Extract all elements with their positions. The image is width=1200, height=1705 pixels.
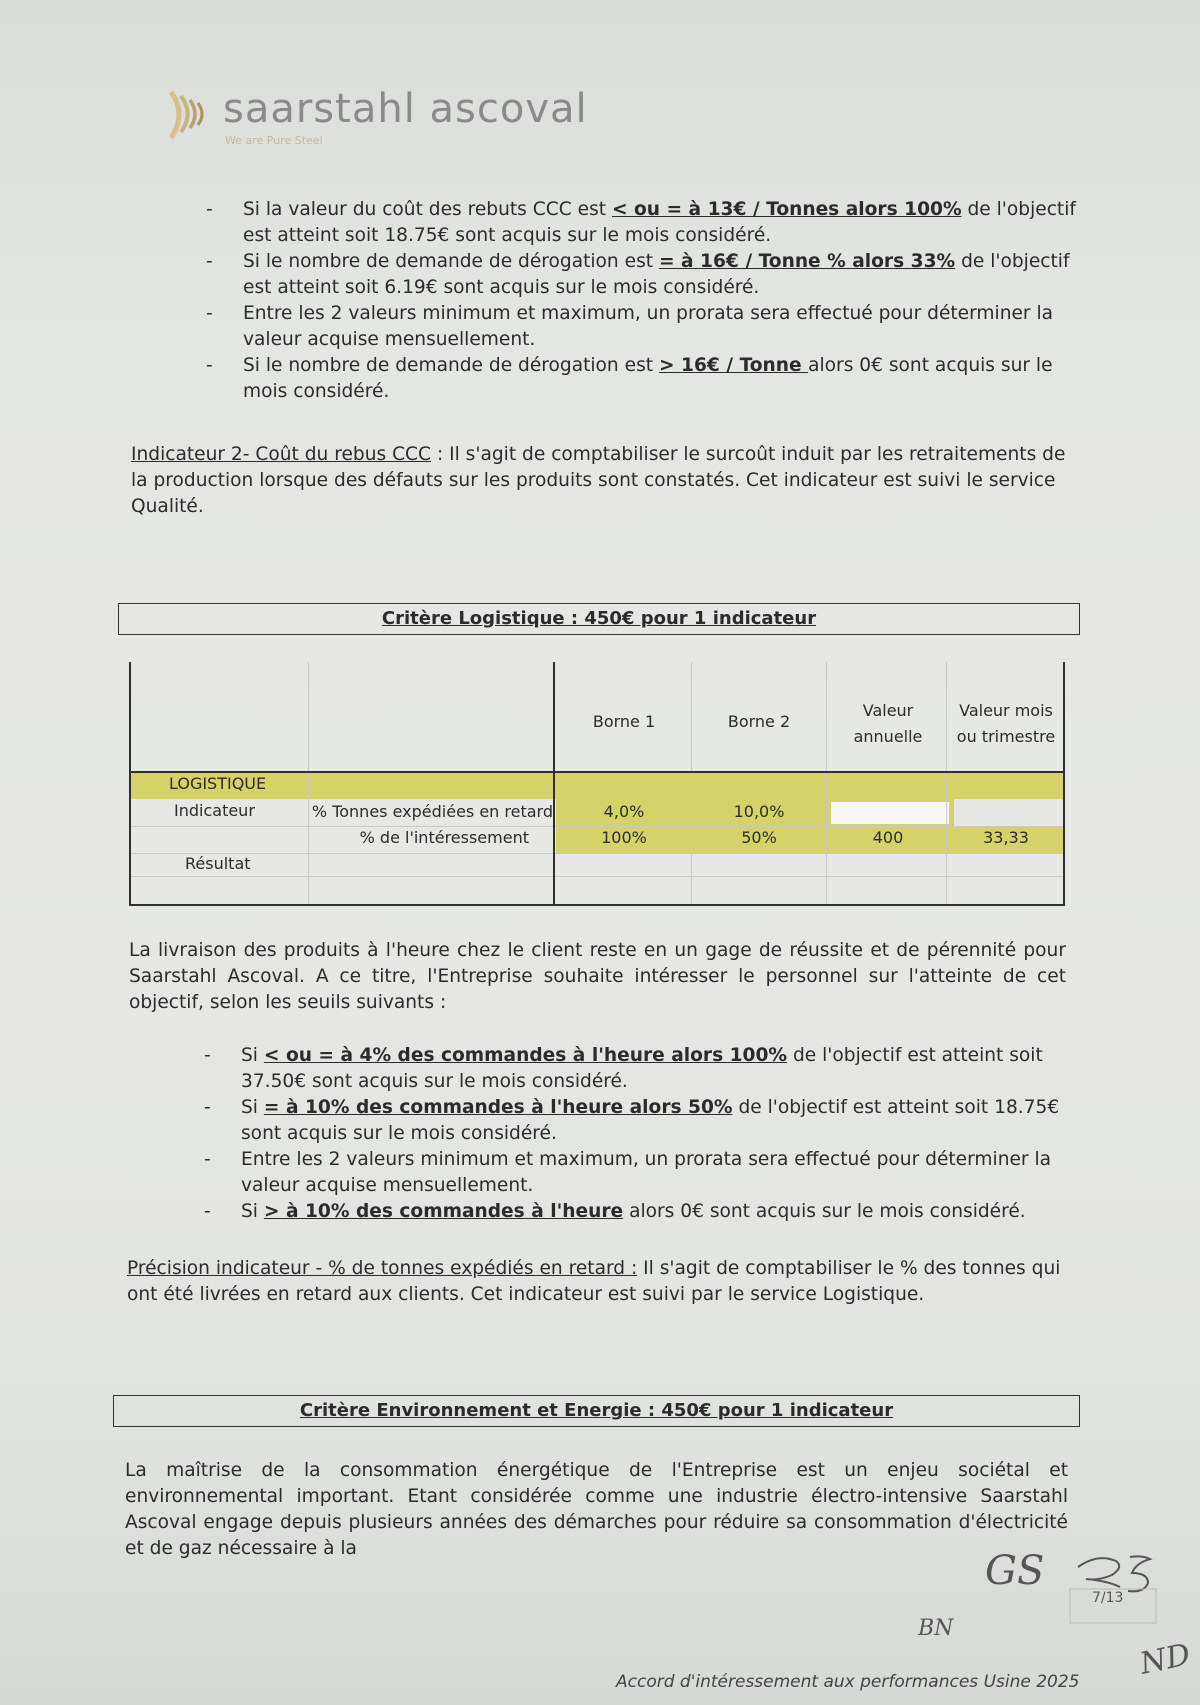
row-interessement-desc: % de l'intéressement — [359, 828, 529, 847]
initials-nd: ND — [1136, 1637, 1194, 1682]
row2-borne2: 50% — [741, 828, 777, 847]
logistique-table — [129, 662, 1065, 906]
indicator2-paragraph: Indicateur 2- Coût du rebus CCC : Il s'agit de comptabiliser le surcoût induit par les retraitements de la production lorsque des défauts sur les produits sont constatés. Cet indicateur est suivi le service Qualité. — [131, 444, 1066, 517]
logo-brand: saarstahl ascoval — [223, 86, 588, 132]
logistique-thresholds-list — [204, 1043, 1074, 1225]
livraison-paragraph: La livraison des produits à l'heure chez le client reste en un gage de réussite et de pérennité pour Saarstahl Ascoval. A ce titre, l'Entreprise souhaite intéresser le personnel sur l'atteinte de cet objectif, selon les seuils suivants : — [129, 940, 1066, 1013]
row2-monthly: 33,33 — [983, 828, 1029, 847]
precision-paragraph: Précision indicateur - % de tonnes expédiés en retard : Il s'agit de comptabiliser le % des tonnes qui ont été livrées en retard aux clients. Cet indicateur est suivi par le service Logistique. — [127, 1258, 1061, 1305]
blank-cell — [831, 802, 949, 824]
header-valeur-annuelle: Valeur annuelle — [853, 701, 923, 746]
rebuts-thresholds-list — [206, 197, 1076, 405]
list-item: - Si > à 10% des commandes à l'heure alors 0€ sont acquis sur le mois considéré. — [204, 1201, 1026, 1222]
environnement-criterion-box: Critère Environnement et Energie : 450€ pour 1 indicateur — [113, 1395, 1080, 1427]
list-item: - Si le nombre de demande de dérogation est > 16€ / Tonne alors 0€ sont acquis sur le mois considéré. — [206, 355, 1053, 402]
signature-scribble — [1068, 1545, 1158, 1625]
footer-text: Accord d'intéressement aux performances Usine 2025 — [616, 1672, 1080, 1692]
row-indicateur-desc: % Tonnes expédiées en retard — [311, 802, 553, 821]
list-item: - Si = à 10% des commandes à l'heure alors 50% de l'objectif est atteint soit 18.75€ sont acquis sur le mois considéré. — [204, 1097, 1060, 1144]
row-resultat-label: Résultat — [185, 854, 251, 873]
header-borne2: Borne 2 — [727, 712, 791, 731]
row2-borne1: 100% — [601, 828, 647, 847]
row1-borne2: 10,0% — [733, 802, 785, 821]
environnement-paragraph: La maîtrise de la consommation énergétique de l'Entreprise est un enjeu sociétal et environnemental important. Etant considérée comme une industrie électro-intensive Saarstahl Ascoval engage depuis plusieurs années des démarches pour réduire sa consommation d'électricité et de gaz nécessaire à la — [125, 1460, 1068, 1559]
list-item: - Si le nombre de demande de dérogation est = à 16€ / Tonne % alors 33% de l'objectif est atteint soit 6.19€ sont acquis sur le mois considéré. — [206, 251, 1070, 298]
logo-swoosh-icon — [165, 86, 219, 142]
logo-tagline: We are Pure Steel — [225, 134, 323, 147]
initials-bn: BN — [918, 1616, 954, 1641]
list-item: - Si < ou = à 4% des commandes à l'heure alors 100% de l'objectif est atteint soit 37.50€ sont acquis sur le mois considéré. — [204, 1045, 1043, 1092]
page-number: 7/13 — [1092, 1590, 1124, 1606]
logistique-criterion-box: Critère Logistique : 450€ pour 1 indicateur — [118, 603, 1080, 635]
list-item: - Entre les 2 valeurs minimum et maximum, un prorata sera effectué pour déterminer la valeur acquise mensuellement. — [206, 303, 1054, 350]
row-indicateur-label: Indicateur — [174, 801, 255, 820]
row2-annual: 400 — [872, 828, 904, 847]
header-borne1: Borne 1 — [592, 712, 656, 731]
section-label: LOGISTIQUE — [169, 774, 267, 793]
initials-gs: GS — [985, 1548, 1045, 1594]
section-highlight — [131, 772, 1063, 799]
list-item: - Si la valeur du coût des rebuts CCC est < ou = à 13€ / Tonnes alors 100% de l'objectif est atteint soit 18.75€ sont acquis sur le mois considéré. — [206, 199, 1076, 246]
list-item: - Entre les 2 valeurs minimum et maximum, un prorata sera effectué pour déterminer la valeur acquise mensuellement. — [204, 1149, 1052, 1196]
row1-borne1: 4,0% — [603, 802, 645, 821]
header-valeur-mois: Valeur mois ou trimestre — [956, 701, 1056, 746]
